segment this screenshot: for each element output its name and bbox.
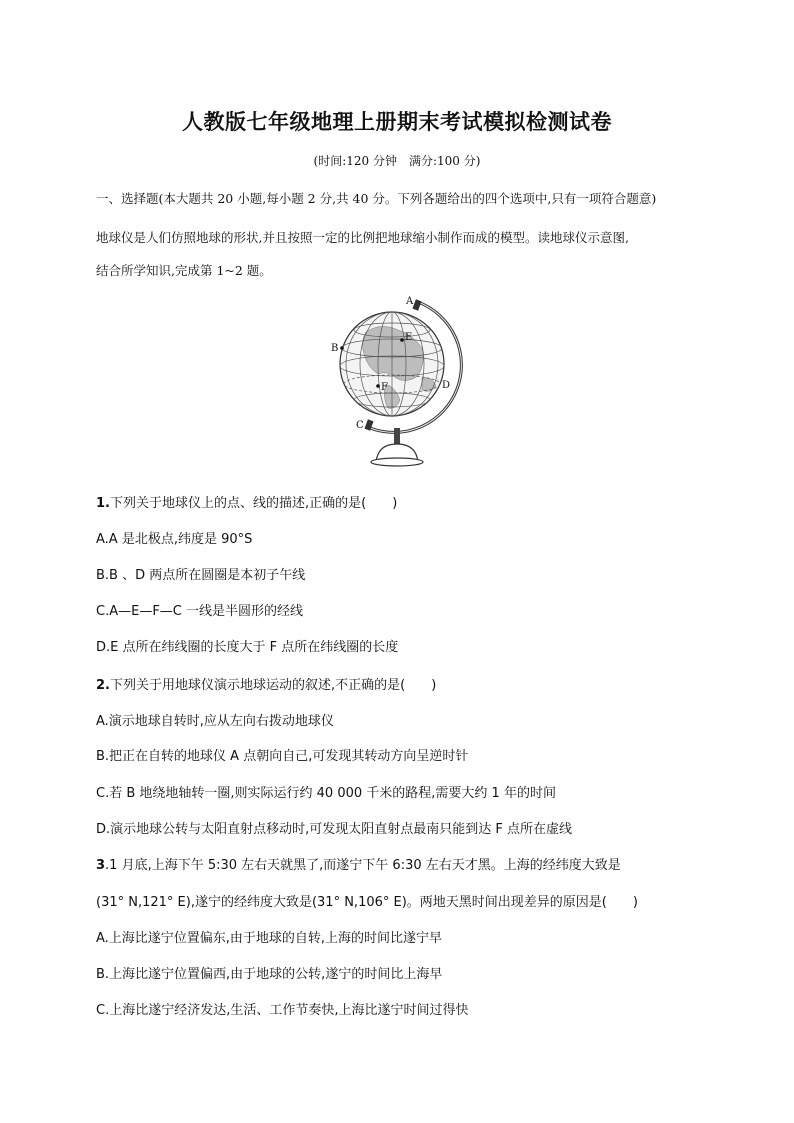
page-title: 人教版七年级地理上册期末考试模拟检测试卷 bbox=[182, 110, 612, 134]
exam-time-score: (时间:120 分钟 满分:100 分) bbox=[313, 154, 481, 168]
option-2d: D.演示地球公转与太阳直射点移动时,可发现太阳直射点最南只能到达 F 点所在虚线 bbox=[96, 822, 573, 837]
option-3c: C.上海比遂宁经济发达,生活、工作节奏快,上海比遂宁时间过得快 bbox=[96, 1003, 469, 1018]
option-1a: A.A 是北极点,纬度是 90°S bbox=[96, 532, 253, 547]
point-f bbox=[376, 384, 380, 388]
label-a: A bbox=[406, 296, 414, 307]
option-3a: A.上海比遂宁位置偏东,由于地球的自转,上海的时间比遂宁早 bbox=[96, 931, 443, 946]
question-stem: .1 月底,上海下午 5:30 左右天就黑了,而遂宁下午 6:30 左右天才黑。上海的经纬度大致是 bbox=[105, 858, 621, 873]
option-1b: B.B 、D 两点所在圆圈是本初子午线 bbox=[96, 568, 306, 583]
question-3-stem-line-2: (31° N,121° E),遂宁的经纬度大致是(31° N,106° E)。两地天黑时间出现差异的原因是( ) bbox=[96, 895, 638, 910]
question-stem: 下列关于地球仪上的点、线的描述,正确的是( ) bbox=[109, 496, 398, 511]
label-f: F bbox=[381, 382, 388, 393]
section-heading: 一、选择题(本大题共 20 小题,每小题 2 分,共 40 分。下列各题给出的四个选项中,只有一项符合题意) bbox=[96, 191, 657, 206]
question-number: 2. bbox=[96, 678, 110, 693]
question-stem: 下列关于用地球仪演示地球运动的叙述,不正确的是( ) bbox=[109, 678, 437, 693]
question-1 bbox=[96, 492, 716, 511]
option-1d: D.E 点所在纬线圈的长度大于 F 点所在纬线圈的长度 bbox=[96, 640, 399, 655]
question-number: 3 bbox=[96, 858, 106, 873]
intro-text-line-2: 结合所学知识,完成第 1~2 题。 bbox=[96, 263, 272, 278]
question-number: 1. bbox=[96, 496, 110, 511]
label-e: E bbox=[405, 332, 413, 343]
axis-cap-top bbox=[412, 299, 421, 310]
label-d: D bbox=[442, 380, 451, 391]
option-2b: B.把正在自转的地球仪 A 点朝向自己,可发现其转动方向呈逆时针 bbox=[96, 749, 469, 764]
label-c: C bbox=[356, 420, 364, 431]
globe-figure bbox=[326, 292, 466, 472]
option-3b: B.上海比遂宁位置偏西,由于地球的公转,遂宁的时间比上海早 bbox=[96, 967, 443, 982]
point-b bbox=[340, 346, 344, 350]
point-e bbox=[400, 338, 404, 342]
option-2a: A.演示地球自转时,应从左向右拨动地球仪 bbox=[96, 714, 334, 729]
intro-text-line-1: 地球仪是人们仿照地球的形状,并且按照一定的比例把地球缩小制作而成的模型。读地球仪示意图, bbox=[96, 230, 629, 245]
option-2c: C.若 B 地绕地轴转一圈,则实际运行约 40 000 千米的路程,需要大约 1 年的时间 bbox=[96, 786, 556, 801]
question-2 bbox=[96, 674, 716, 693]
option-1c: C.A—E—F—C 一线是半圆形的经线 bbox=[96, 604, 304, 619]
globe-stand-post bbox=[394, 428, 400, 444]
label-b: B bbox=[331, 343, 339, 354]
question-3 bbox=[96, 854, 716, 873]
